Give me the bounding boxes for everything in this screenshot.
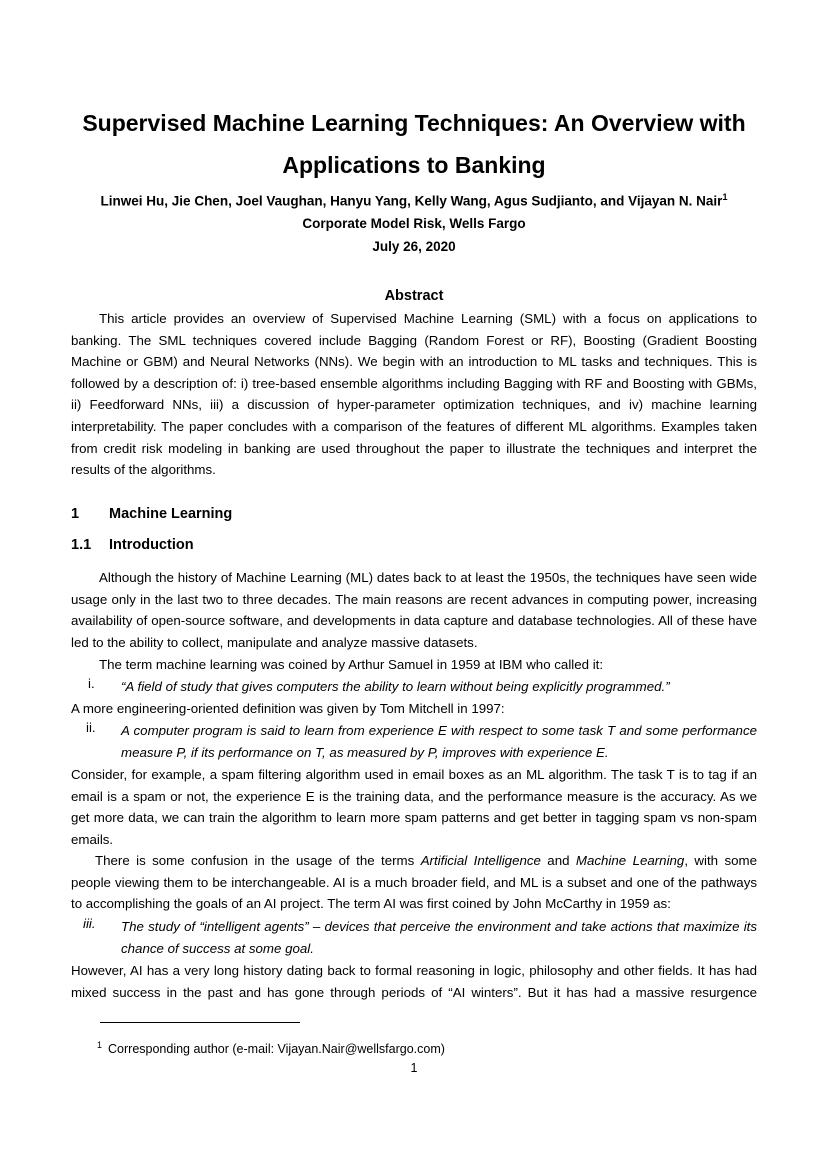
paper-date: July 26, 2020: [372, 239, 456, 254]
p5-text-c: , with some people viewing them to be interchangeable. AI is a much broader field, and ML is a subset and one of the pathways to accomplishing the goals of an AI project. The term AI was first coined by John McCarthy in 1959 as:: [71, 853, 757, 912]
abstract-text: This article provides an overview of Supervised Machine Learning (SML) with a focus on applications to banking. The SML techniques covered include Bagging (Random Forest or RF), Boosting (Gradient Boosting Machine or GBM) and Neural Networks (NNs). We begin with an introduction to ML tasks and techniques. This is followed by a description of: i) tree-based ensemble algorithms including Bagging with RF and Boosting with GBMs, ii) Feedforward NNs, iii) a discussion of hyper-parameter optimization techniques, and iv) machine learning interpretability. The paper concludes with a comparison of the features of different ML algorithms. Examples taken from credit risk modeling in banking are used throughout the paper to illustrate the techniques and interpret the results of the algorithms.: [71, 311, 757, 478]
p5-text-b: and: [540, 853, 576, 868]
p5-term-ai: Artificial Intelligence: [420, 853, 541, 868]
page-number: 1: [410, 1061, 418, 1075]
body-paragraph-2: The term machine learning was coined by Arthur Samuel in 1959 at IBM who called it:: [99, 657, 604, 672]
p5-text-a: There is some confusion in the usage of the terms: [95, 853, 421, 868]
affiliation: Corporate Model Risk, Wells Fargo: [302, 216, 526, 231]
body-paragraph-1: Although the history of Machine Learning (ML) dates back to at least the 1950s, the techniques have seen wide usage only in the last two to three decades. The main reasons are recent advances in computing power, increasing availability of open-source software, and developments in data capture and database technologies. All of these have led to the ability to collect, manipulate and analyze massive datasets.: [71, 570, 757, 650]
author-list: [60, 192, 768, 209]
section-1-1-number: 1.1: [71, 537, 92, 553]
section-1-title: Machine Learning: [109, 506, 233, 522]
quote-2: A computer program is said to learn from experience E with respect to some task T and some performance measure P, if its performance on T, as measured by P, improves with experience E.: [121, 723, 757, 760]
author-footnote-mark: 1: [722, 192, 728, 202]
body-paragraph-6: However, AI has a very long history dating back to formal reasoning in logic, philosophy and other fields. It has had mixed success in the past and has gone through periods of “AI winters”. But it has had a massive resurgence: [71, 963, 757, 1000]
abstract-heading: Abstract: [384, 288, 444, 304]
quote-3: The study of “intelligent agents” – devices that perceive the environment and take actions that maximize its chance of success at some goal.: [121, 919, 757, 956]
footnote-mark: 1: [97, 1040, 103, 1050]
quote-2-number: ii.: [86, 720, 96, 735]
paper-title-line2: Applications to Banking: [282, 152, 546, 178]
paper-title-line1: Supervised Machine Learning Techniques: An Overview with: [82, 110, 746, 136]
p5-term-ml: Machine Learning: [575, 853, 685, 868]
quote-3-number: iii.: [83, 916, 96, 931]
quote-1-number: i.: [88, 676, 95, 691]
body-paragraph-5: [71, 850, 757, 915]
footnote-text: Corresponding author (e-mail: Vijayan.Nair@wellsfargo.com): [108, 1042, 445, 1057]
body-paragraph-3: A more engineering-oriented definition was given by Tom Mitchell in 1997:: [71, 701, 505, 716]
section-1-number: 1: [71, 506, 80, 522]
quote-1: “A field of study that gives computers the ability to learn without being explicitly programmed.”: [121, 679, 670, 694]
authors-text: Linwei Hu, Jie Chen, Joel Vaughan, Hanyu Yang, Kelly Wang, Agus Sudjianto, and Vijayan N. Nair: [100, 193, 723, 209]
section-1-heading: [71, 506, 232, 522]
section-1-1-title: Introduction: [109, 537, 194, 553]
footnote: [97, 1040, 445, 1056]
body-paragraph-4: Consider, for example, a spam filtering algorithm used in email boxes as an ML algorithm. The task T is to tag if an email is a spam or not, the experience E is the training data, and the performance measure is the accuracy. As we get more data, we can train the algorithm to learn more spam patterns and get better in tagging spam vs non-spam emails.: [71, 767, 757, 847]
section-1-1-heading: [71, 537, 194, 553]
footnote-separator: [100, 1022, 300, 1023]
